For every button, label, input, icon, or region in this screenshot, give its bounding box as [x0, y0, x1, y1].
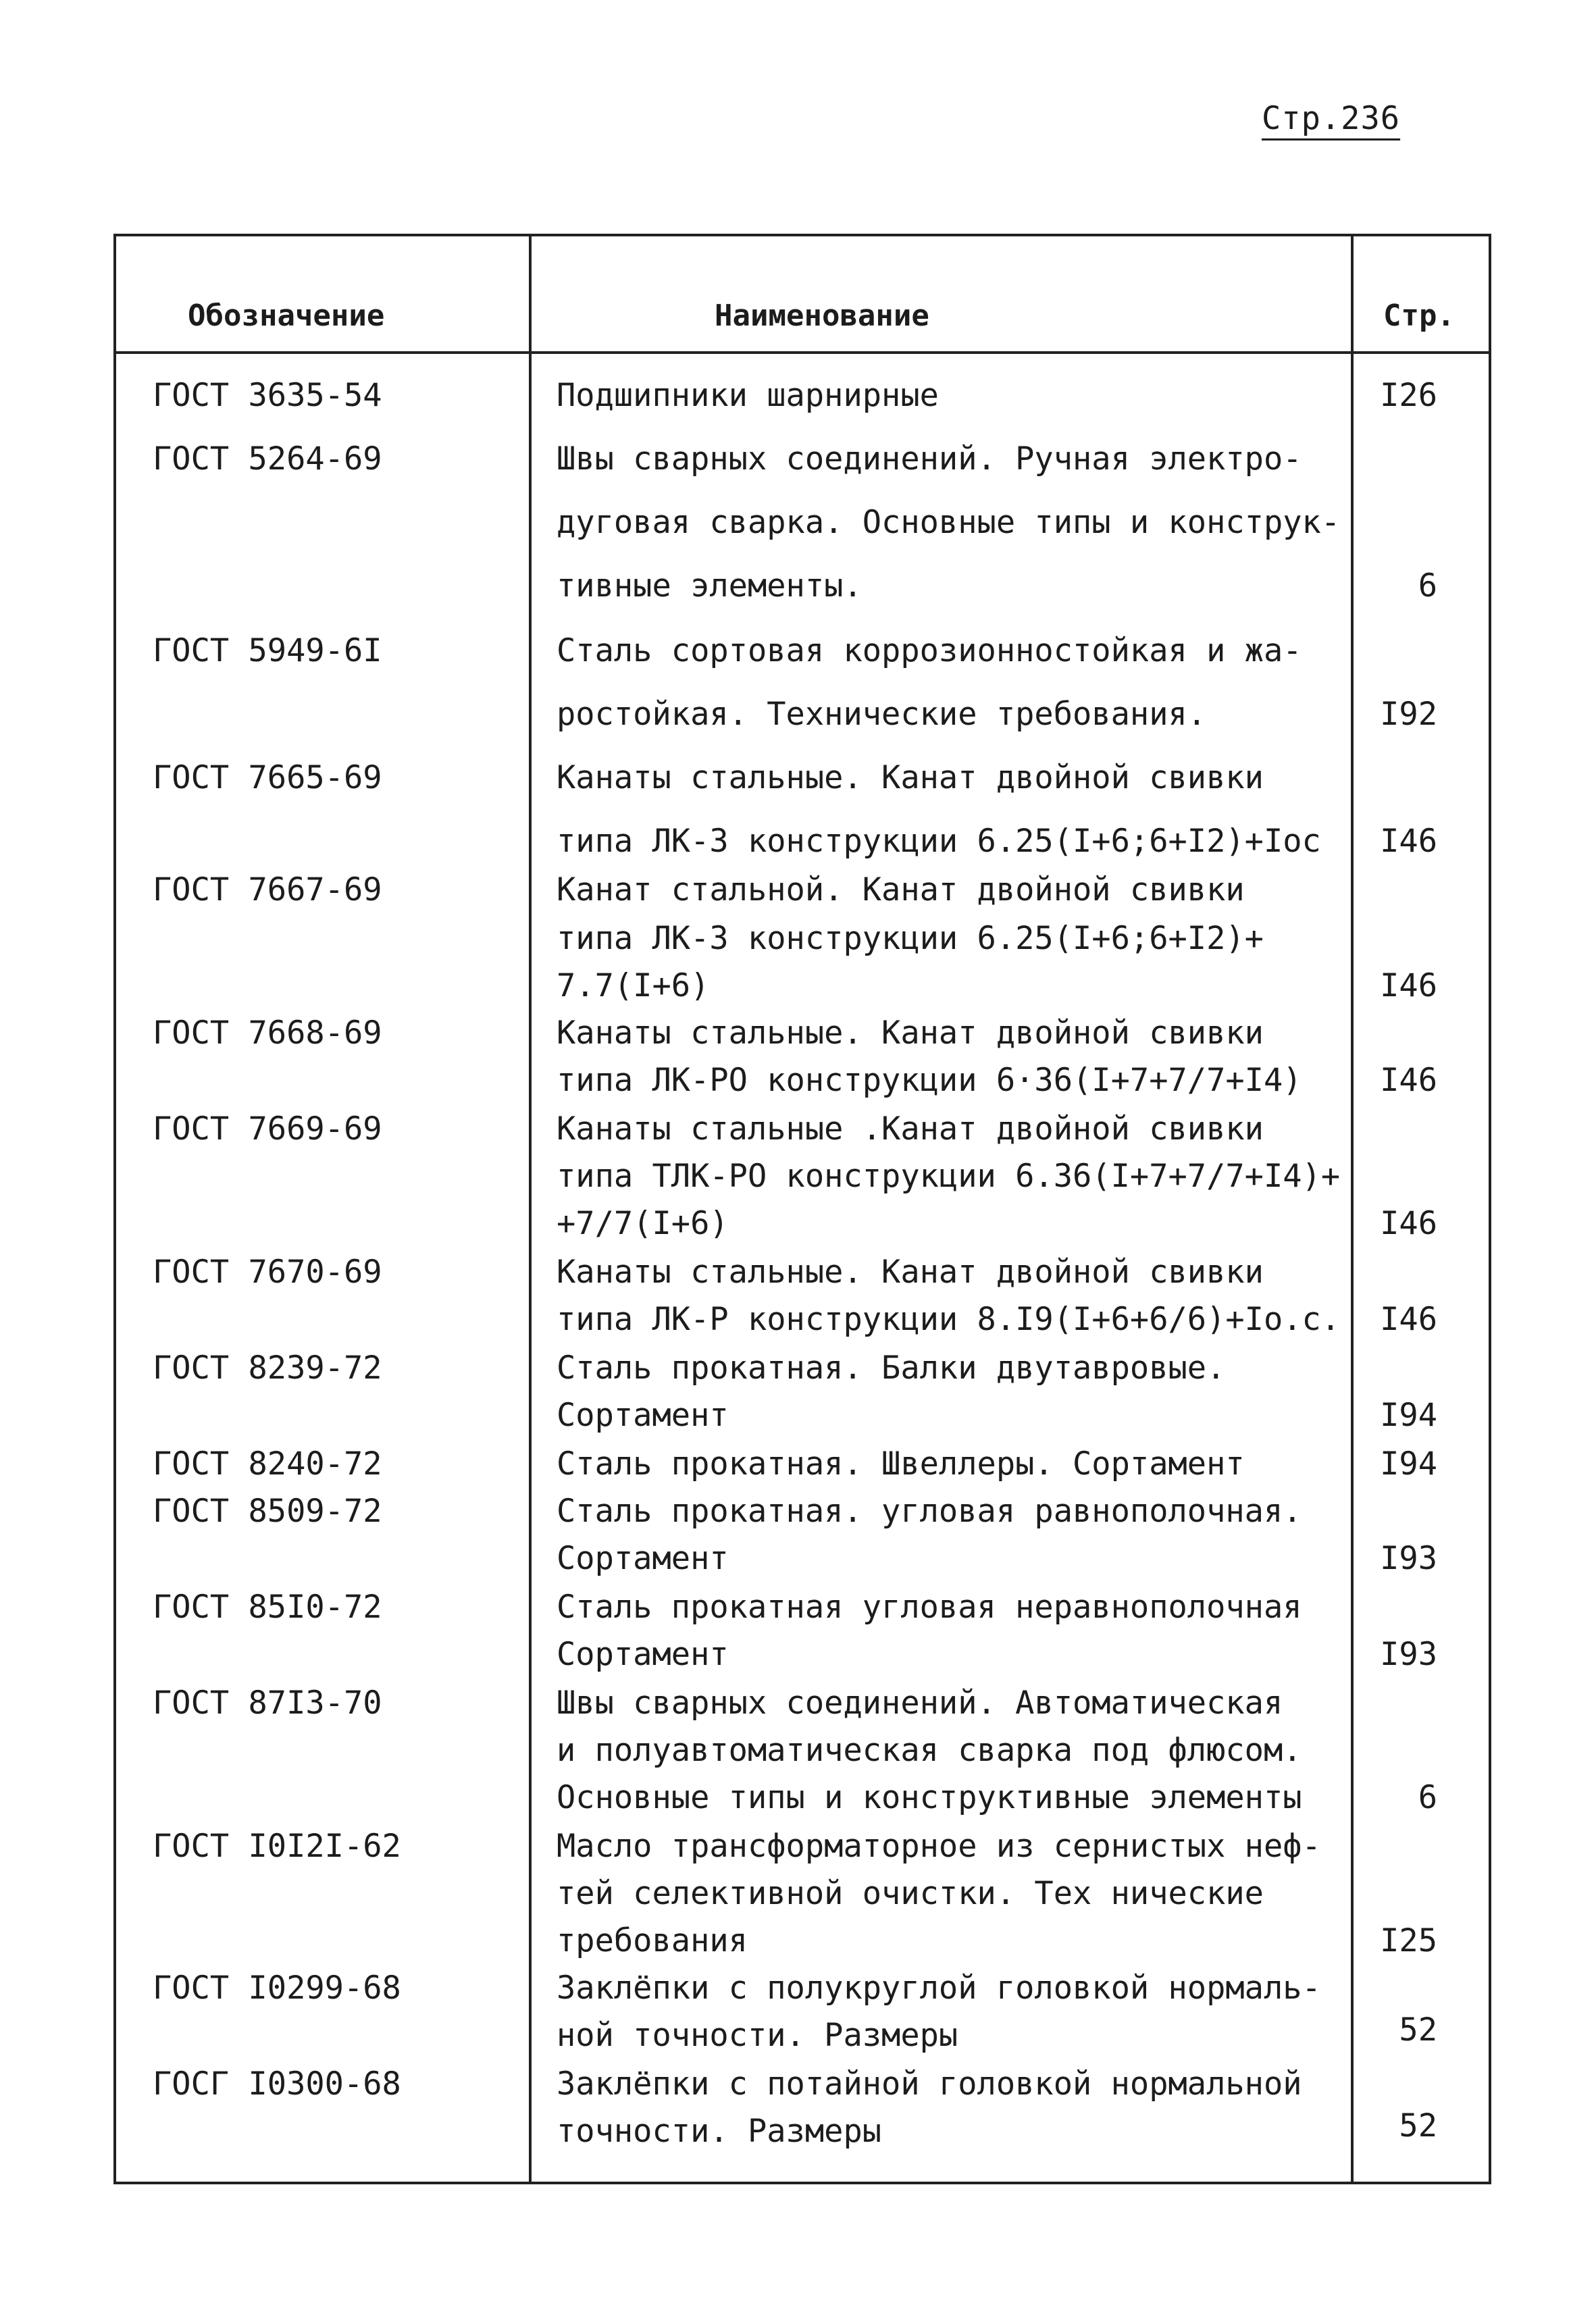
row-name-line: тивные элементы. — [557, 567, 863, 605]
row-name-line: Сталь прокатная. угловая равнополочная. — [557, 1493, 1302, 1530]
row-page: I46 — [1380, 823, 1437, 860]
row-page: 52 — [1399, 2107, 1437, 2144]
row-code: ГОСТ 7669-69 — [153, 1110, 382, 1148]
row-name-line: +7/7(I+6) — [557, 1205, 729, 1242]
row-name-line: и полуавтоматическая сварка под флюсом. — [557, 1732, 1302, 1769]
row-name-line: дуговая сварка. Основные типы и конструк- — [557, 504, 1341, 541]
row-name-line: типа ЛК-3 конструкции 6.25(I+6;6+I2)+Iос — [557, 823, 1321, 860]
header-name: Наименование — [715, 299, 929, 333]
row-name-line: 7.7(I+6) — [557, 967, 710, 1004]
row-name-line: Сталь прокатная. Балки двутавровые. — [557, 1349, 1226, 1387]
row-name-line: Основные типы и конструктивные элементы — [557, 1779, 1302, 1816]
row-page: I26 — [1380, 377, 1437, 414]
row-name-line: Канаты стальные. Канат двойной свивки — [557, 1014, 1264, 1052]
row-name-line: Сортамент — [557, 1636, 729, 1673]
row-name-line: Масло трансформаторное из сернистых неф- — [557, 1828, 1321, 1865]
row-code: ГОСГ I0300-68 — [153, 2065, 401, 2103]
row-code: ГОСТ 5264-69 — [153, 440, 382, 478]
row-code: ГОСТ 7670-69 — [153, 1254, 382, 1291]
row-name-line: требования — [557, 1922, 748, 1959]
header-designation: Обозначение — [188, 299, 385, 333]
row-page: I93 — [1380, 1636, 1437, 1673]
header-page: Стр. — [1383, 299, 1455, 333]
row-code: ГОСТ I0299-68 — [153, 1970, 401, 2007]
row-code: ГОСТ 85I0-72 — [153, 1589, 382, 1626]
row-code: ГОСТ 8239-72 — [153, 1349, 382, 1387]
row-code: ГОСТ 8509-72 — [153, 1493, 382, 1530]
row-name-line: Сталь прокатная угловая неравнополочная — [557, 1589, 1302, 1626]
row-name-line: Сталь прокатная. Швеллеры. Сортамент — [557, 1445, 1245, 1483]
row-name-line: типа ЛК-3 конструкции 6.25(I+6;6+I2)+ — [557, 920, 1264, 957]
row-code: ГОСТ 5949-6I — [153, 632, 382, 669]
row-code: ГОСТ 8240-72 — [153, 1445, 382, 1483]
column-divider — [1351, 236, 1354, 2182]
row-page: I94 — [1380, 1397, 1437, 1434]
row-name-line: тей селективной очистки. Тех нические — [557, 1875, 1264, 1912]
row-name-line: типа ТЛК-РО конструкции 6.36(I+7+7/7+I4)+ — [557, 1158, 1341, 1195]
row-name-line: Заклёпки с полукруглой головкой нормаль- — [557, 1970, 1321, 2007]
row-name-line: Канаты стальные. Канат двойной свивки — [557, 1254, 1264, 1291]
row-name-line: Канаты стальные .Канат двойной свивки — [557, 1110, 1264, 1148]
header-divider — [116, 351, 1489, 354]
row-name-line: типа ЛК-РО конструкции 6·36(I+7+7/7+I4) — [557, 1062, 1302, 1099]
row-name-line: точности. Размеры — [557, 2113, 882, 2150]
row-page: I25 — [1380, 1922, 1437, 1959]
column-divider — [529, 236, 532, 2182]
row-name-line: типа ЛК-Р конструкции 8.I9(I+6+6/6)+Iо.с. — [557, 1301, 1341, 1338]
row-page: I46 — [1380, 1062, 1437, 1099]
row-name-line: Сортамент — [557, 1540, 729, 1577]
row-page: 52 — [1399, 2011, 1437, 2049]
row-page: I93 — [1380, 1540, 1437, 1577]
row-code: ГОСТ 87I3-70 — [153, 1685, 382, 1722]
row-name-line: Швы сварных соединений. Ручная электро- — [557, 440, 1302, 478]
row-name-line: Заклёпки с потайной головкой нормальной — [557, 2065, 1302, 2103]
row-name-line: ной точности. Размеры — [557, 2017, 958, 2054]
row-page: 6 — [1418, 1779, 1437, 1816]
row-name-line: Сталь сортовая коррозионностойкая и жа- — [557, 632, 1302, 669]
row-name-line: Сортамент — [557, 1397, 729, 1434]
row-name-line: Подшипники шарнирные — [557, 377, 939, 414]
row-code: ГОСТ 7667-69 — [153, 871, 382, 908]
row-page: I46 — [1380, 1301, 1437, 1338]
row-name-line: Швы сварных соединений. Автоматическая — [557, 1685, 1283, 1722]
row-name-line: Канаты стальные. Канат двойной свивки — [557, 759, 1264, 796]
row-page: I46 — [1380, 967, 1437, 1004]
row-page: I94 — [1380, 1445, 1437, 1483]
row-code: ГОСТ 7668-69 — [153, 1014, 382, 1052]
row-code: ГОСТ 7665-69 — [153, 759, 382, 796]
row-name-line: Канат стальной. Канат двойной свивки — [557, 871, 1245, 908]
standards-table — [113, 234, 1491, 2184]
row-page: I46 — [1380, 1205, 1437, 1242]
row-code: ГОСТ 3635-54 — [153, 377, 382, 414]
row-page: I92 — [1380, 696, 1437, 733]
page-number: Стр.236 — [1262, 100, 1401, 137]
row-page: 6 — [1418, 567, 1437, 605]
row-name-line: ростойкая. Технические требования. — [557, 696, 1207, 733]
row-code: ГОСТ I0I2I-62 — [153, 1828, 401, 1865]
